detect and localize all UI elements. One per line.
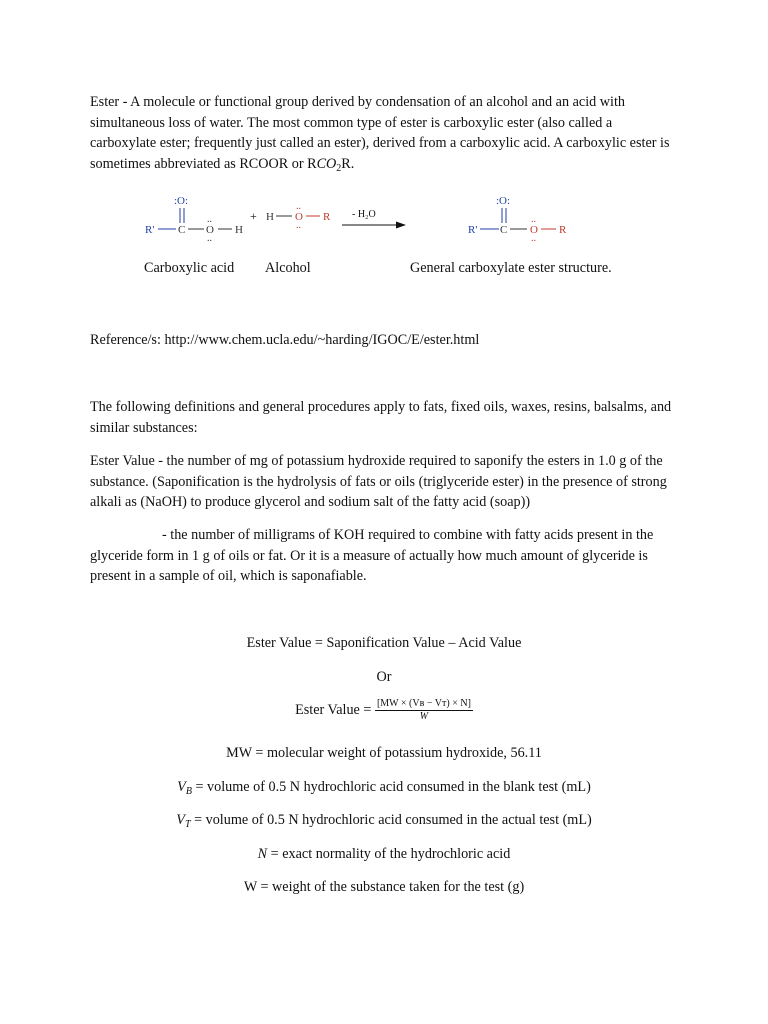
- definitions-intro: The following definitions and general procedures apply to fats, fixed oils, waxes, resins, balsalms, and similar substances:: [90, 399, 672, 436]
- reaction-diagram: [140, 190, 610, 250]
- label-alcohol: Alcohol: [265, 260, 311, 276]
- legend-w: W = weight of the substance taken for the test (g): [243, 879, 525, 895]
- acid-o: O: [206, 224, 214, 236]
- product-carbonyl-o: :O:: [496, 195, 511, 207]
- ester-value-definition: Ester Value - the number of mg of potassium hydroxide required to saponify the esters in 1.0 g of the substance. (Saponification is the hydrolysis of fats or oils (triglyceride ester) in the presence of strong alkali as (NaOH) to produce glycerol and sodium salt of the fatty acid (soap)): [90, 453, 667, 510]
- plus-sign: +: [250, 209, 257, 223]
- acid-h: H: [235, 224, 243, 236]
- equation-2: [0, 698, 768, 723]
- product-r1: R': [468, 224, 478, 236]
- product-o-lone-bottom: ..: [531, 233, 536, 244]
- alcohol-o-lone-bottom: ..: [296, 220, 301, 231]
- intro-text-end: R.: [341, 155, 355, 172]
- vt-subscript: T: [184, 819, 191, 830]
- vb-symbol: V: [177, 779, 186, 795]
- label-ester-structure: General carboxylate ester structure.: [410, 260, 612, 276]
- reaction-arrow-head: [396, 222, 406, 229]
- formula-sub: 2: [336, 162, 342, 174]
- legend-vt: [0, 810, 768, 830]
- alcohol-o: O: [295, 211, 303, 223]
- formula-co: CO: [316, 155, 337, 172]
- acid-o-lone-bottom: ..: [207, 233, 212, 244]
- reference: Reference/s: http://www.chem.ucla.edu/~harding/IGOC/E/ester.html: [90, 332, 480, 348]
- or-label: Or: [376, 669, 392, 685]
- legend-n: [0, 844, 768, 864]
- koh-definition: - the number of milligrams of KOH required to combine with fatty acids present in the glyceride form in 1 g of oils or fat. Or it is a measure of actually how much amount of glyceride is present in a sample of oil, which is saponafiable.: [90, 527, 654, 584]
- alcohol-o-lone-top: ..: [296, 201, 301, 212]
- vb-subscript: B: [185, 786, 192, 797]
- vt-symbol: V: [176, 812, 185, 828]
- n-text: = exact normality of the hydrochloric acid: [267, 846, 511, 862]
- product-c: C: [500, 224, 508, 236]
- alcohol-r: R: [323, 211, 331, 223]
- product-o-lone-top: ..: [531, 214, 536, 225]
- intro-text: Ester - A molecule or functional group derived by condensation of an alcohol and an acid with simultaneous loss of water. The most common type of ester is carboxylic ester (also called a carboxylate ester; frequently just called an ester), derived from a carboxylic acid. A carboxylic ester is sometimes abbreviated as RCOOR or R: [90, 94, 670, 172]
- equation-2-fraction: [375, 698, 473, 723]
- equation-1: Ester Value = Saponification Value – Acid Value: [246, 635, 522, 651]
- product-o: O: [530, 224, 538, 236]
- acid-o-lone-top: ..: [207, 214, 212, 225]
- vt-text: = volume of 0.5 N hydrochloric acid consumed in the actual test (mL): [190, 812, 592, 828]
- acid-carbonyl-o: :O:: [174, 195, 189, 207]
- acid-r: R': [145, 224, 155, 236]
- fraction-numerator: [MW × (Vʙ − Vᴛ) × N]: [376, 698, 471, 709]
- fraction-denominator: W: [419, 711, 429, 722]
- equation-2-lhs: Ester Value =: [295, 701, 372, 718]
- label-carboxylic-acid: Carboxylic acid: [144, 260, 235, 276]
- vb-text: = volume of 0.5 N hydrochloric acid consumed in the blank test (mL): [191, 779, 591, 795]
- product-r2: R: [559, 224, 567, 236]
- legend-vb: [0, 777, 768, 797]
- acid-c: C: [178, 224, 186, 236]
- arrow-label: - H₂O: [352, 209, 376, 220]
- intro-paragraph: [90, 92, 680, 174]
- legend-mw: MW = molecular weight of potassium hydroxide, 56.11: [226, 745, 542, 761]
- alcohol-h: H: [266, 211, 274, 223]
- n-symbol: N: [257, 846, 268, 862]
